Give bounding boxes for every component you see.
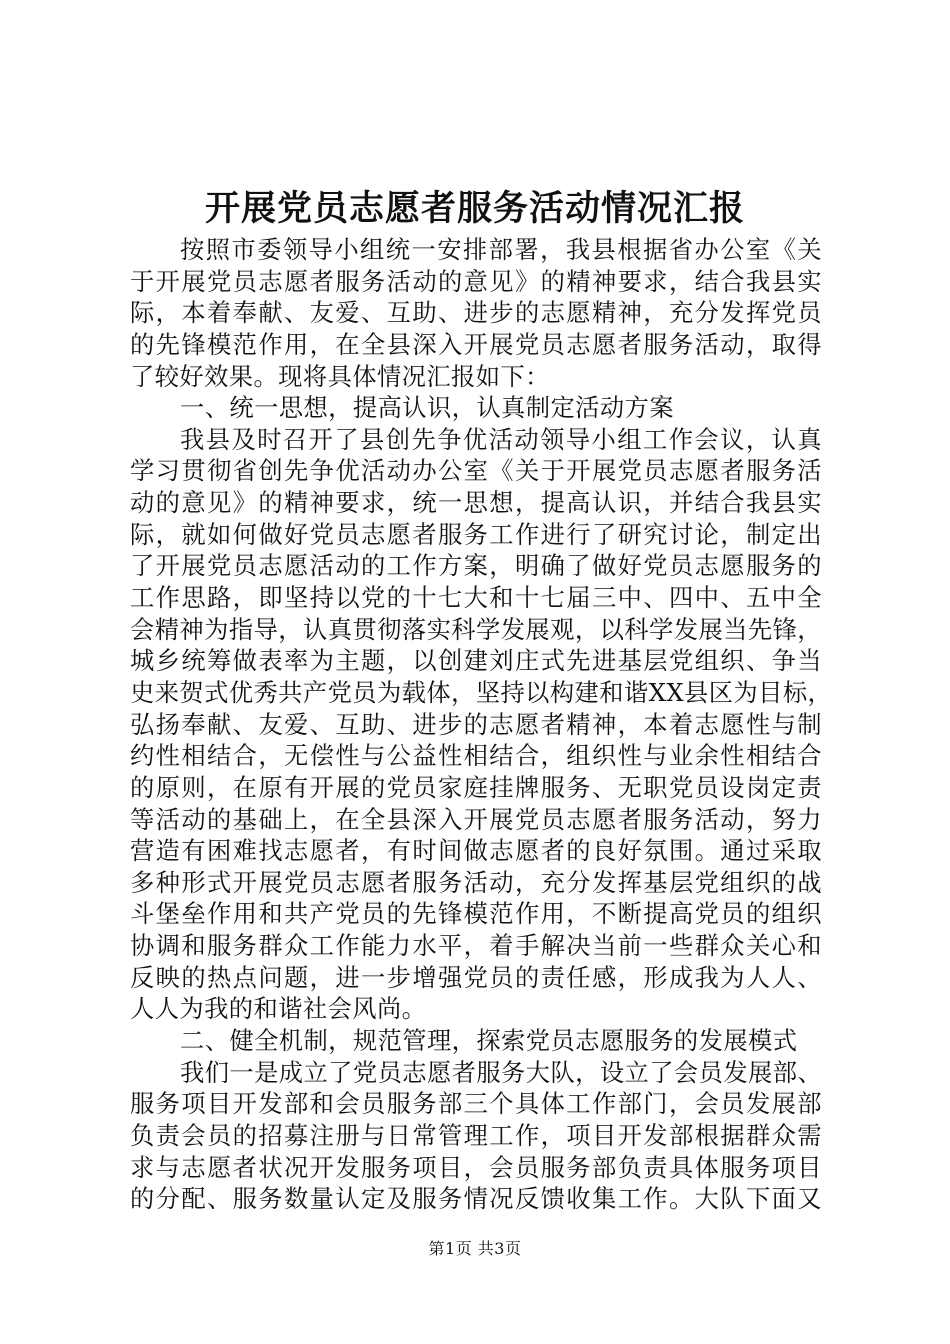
text-line: 际，本着奉献、友爱、互助、进步的志愿精神，充分发挥党员 (130, 298, 822, 328)
text-line: 史来贺式优秀共产党员为载体，坚持以构建和谐XX县区为目标， (130, 677, 833, 707)
text-line: 工作思路，即坚持以党的十七大和十七届三中、四中、五中全 (130, 583, 822, 613)
text-line: 负责会员的招募注册与日常管理工作，项目开发部根据群众需 (130, 1120, 822, 1150)
text-line: 营造有困难找志愿者，有时间做志愿者的良好氛围。通过采取 (130, 836, 822, 866)
text-line: 多种形式开展党员志愿者服务活动，充分发挥基层党组织的战 (130, 867, 822, 897)
text-line: 的先锋模范作用，在全县深入开展党员志愿者服务活动，取得 (130, 329, 822, 359)
text-line: 的原则，在原有开展的党员家庭挂牌服务、无职党员设岗定责 (130, 772, 822, 802)
text-line: 动的意见》的精神要求，统一思想，提高认识，并结合我县实 (130, 488, 822, 518)
text-line: 约性相结合，无偿性与公益性相结合，组织性与业余性相结合 (130, 741, 822, 771)
text-line: 的分配、服务数量认定及服务情况反馈收集工作。大队下面又 (130, 1184, 822, 1214)
text-line: 城乡统筹做表率为主题，以创建刘庄式先进基层党组织、争当 (130, 646, 822, 676)
text-line: 二、健全机制，规范管理，探索党员志愿服务的发展模式 (180, 1026, 798, 1056)
document-title: 开展党员志愿者服务活动情况汇报 (204, 188, 745, 229)
page-footer: 第1页 共3页 (428, 1239, 522, 1258)
text-line: 求与志愿者状况开发服务项目，会员服务部负责具体服务项目 (130, 1152, 822, 1182)
text-line: 学习贯彻省创先争优活动办公室《关于开展党员志愿者服务活 (130, 456, 822, 486)
document-body (130, 234, 833, 1215)
text-line: 反映的热点问题，进一步增强党员的责任感，形成我为人人、 (130, 962, 822, 992)
text-line: 我县及时召开了县创先争优活动领导小组工作会议，认真 (180, 424, 822, 454)
text-line: 于开展党员志愿者服务活动的意见》的精神要求，结合我县实 (130, 266, 822, 296)
text-line: 一、统一思想，提高认识，认真制定活动方案 (180, 393, 674, 423)
text-line: 了较好效果。现将具体情况汇报如下： (130, 361, 550, 391)
text-line: 等活动的基础上，在全县深入开展党员志愿者服务活动，努力 (130, 804, 822, 834)
text-line: 服务项目开发部和会员服务部三个具体工作部门，会员发展部 (130, 1089, 822, 1119)
text-line: 际，就如何做好党员志愿者服务工作进行了研究讨论，制定出 (130, 519, 822, 549)
text-line: 会精神为指导，认真贯彻落实科学发展观，以科学发展当先锋， (130, 614, 822, 644)
text-line: 我们一是成立了党员志愿者服务大队，设立了会员发展部、 (180, 1057, 823, 1087)
text-line: 按照市委领导小组统一安排部署，我县根据省办公室《关 (180, 235, 822, 264)
text-line: 协调和服务群众工作能力水平，着手解决当前一些群众关心和 (130, 931, 822, 961)
text-line: 人人为我的和谐社会风尚。 (130, 994, 427, 1024)
text-line: 弘扬奉献、友爱、互助、进步的志愿者精神，本着志愿性与制 (130, 709, 822, 739)
text-line: 斗堡垒作用和共产党员的先锋模范作用，不断提高党员的组织 (130, 899, 822, 929)
text-line: 了开展党员志愿活动的工作方案，明确了做好党员志愿服务的 (130, 551, 822, 581)
